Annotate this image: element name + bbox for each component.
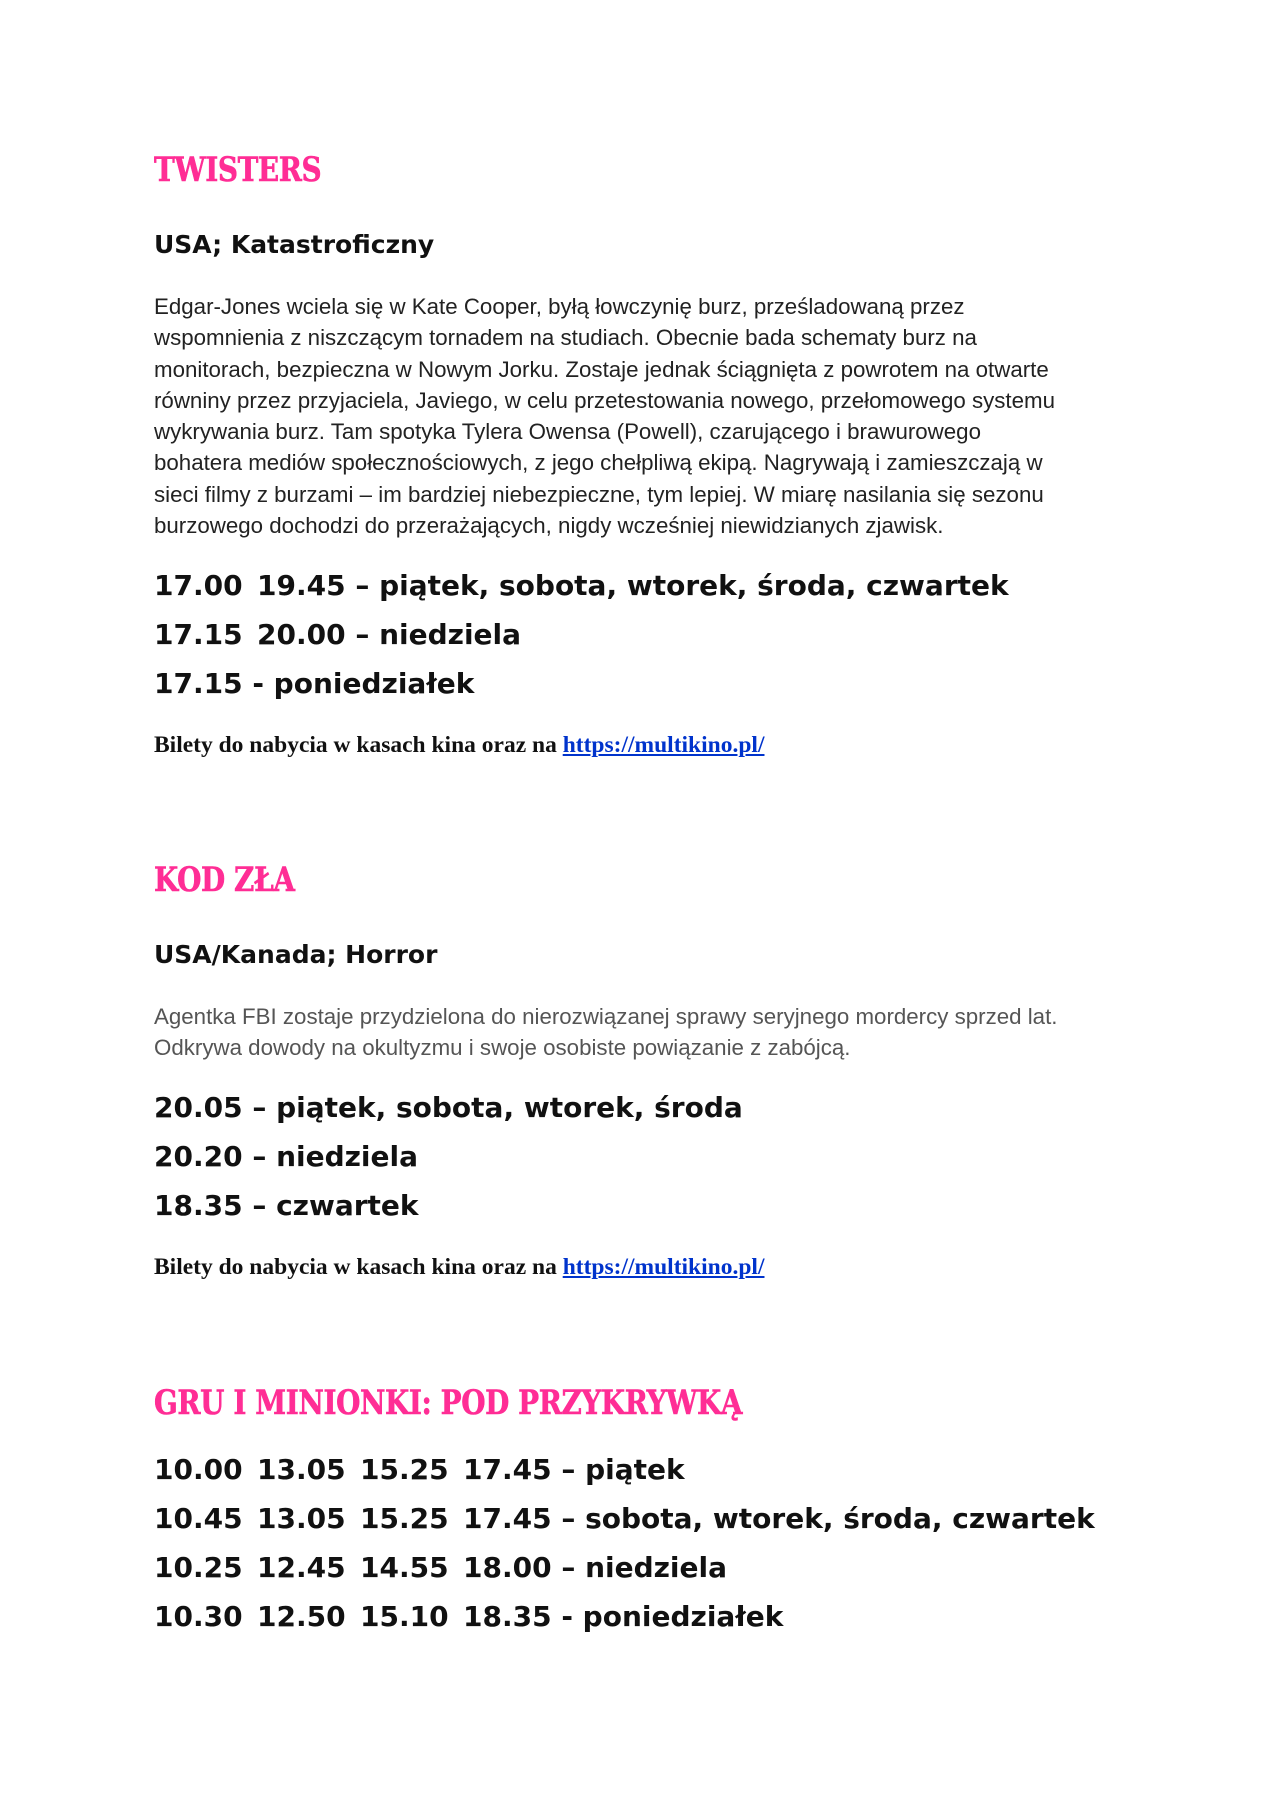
film-description xyxy=(154,291,1055,541)
description-line: monitorach, bezpieczna w Nowym Jorku. Zostaje jednak ściągnięta z powrotem na otwarte xyxy=(154,356,1049,382)
showtime: 15.10 xyxy=(360,1600,449,1633)
showtime: 14.55 xyxy=(360,1551,449,1584)
showtime: 17.15 xyxy=(154,618,243,651)
showtime: 17.00 xyxy=(154,569,243,602)
showtime: 15.25 xyxy=(360,1502,449,1535)
showtime-row xyxy=(154,1592,1095,1641)
showtime-days: – niedziela xyxy=(355,618,522,651)
showtime-row xyxy=(154,1181,743,1230)
showtime-row xyxy=(154,1494,1095,1543)
film-section-twisters xyxy=(154,150,1154,758)
showtime-days: 17.15 - poniedziałek xyxy=(154,667,475,700)
showtime-row xyxy=(154,561,1009,610)
showtime-days: 18.35 – czwartek xyxy=(154,1189,419,1222)
description-line: sieci filmy z burzami – im bardziej niebezpieczne, tym lepiej. W miarę nasilania się sezonu xyxy=(154,481,1044,507)
showtime-row xyxy=(154,610,1009,659)
film-title: TWISTERS xyxy=(154,150,322,190)
film-title: GRU I MINIONKI: POD PRZYKRYWKĄ xyxy=(154,1383,743,1423)
showtime: 15.25 xyxy=(360,1453,449,1486)
showtime: 19.45 xyxy=(257,569,346,602)
showtime-days: 18.35 - poniedziałek xyxy=(463,1600,784,1633)
description-line: burzowego dochodzi do przerażających, nigdy wcześniej niewidzianych zjawisk. xyxy=(154,513,944,539)
showtime-row xyxy=(154,1132,743,1181)
tickets-text: Bilety do nabycia w kasach kina oraz na xyxy=(154,1254,563,1280)
description-line: Edgar-Jones wciela się w Kate Cooper, byłą łowczynię burz, prześladowaną przez xyxy=(154,294,965,319)
showtime: 10.25 xyxy=(154,1551,243,1584)
showtime-days: 20.05 – piątek, sobota, wtorek, środa xyxy=(154,1091,743,1124)
showtime-row xyxy=(154,1083,743,1132)
description-line: bohatera mediów społecznościowych, z jego chełpliwą ekipą. Nagrywają i zamieszczają w xyxy=(154,450,1043,476)
tickets-note xyxy=(154,732,764,759)
showtime-days: 18.00 – niedziela xyxy=(463,1551,728,1584)
description-line: równiny przez przyjaciela, Javiego, w celu przetestowania nowego, przełomowego systemu xyxy=(154,387,1055,413)
showtime-days: 17.45 – sobota, wtorek, środa, czwartek xyxy=(463,1502,1095,1535)
description-line: Odkrywa dowody na okultyzmu i swoje osobiste powiązanie z zabójcą. xyxy=(154,1035,851,1061)
showtime-days: – piątek, sobota, wtorek, środa, czwartek xyxy=(355,569,1009,602)
showtimes-list xyxy=(154,1083,743,1230)
showtime-row xyxy=(154,1445,1095,1494)
showtime: 20.00 xyxy=(257,618,346,651)
showtimes-list xyxy=(154,1445,1095,1641)
showtime: 10.00 xyxy=(154,1453,243,1486)
description-line: wykrywania burz. Tam spotyka Tylera Owensa (Powell), czarującego i brawurowego xyxy=(154,419,981,445)
showtime: 10.30 xyxy=(154,1600,243,1633)
film-section-gru xyxy=(154,1383,1154,1633)
description-line: Agentka FBI zostaje przydzielona do nierozwiązanej sprawy seryjnego mordercy sprzed lat. xyxy=(154,1004,1058,1029)
showtime: 10.45 xyxy=(154,1502,243,1535)
showtimes-list xyxy=(154,561,1009,708)
showtime: 12.50 xyxy=(257,1600,346,1633)
showtime-days: 17.45 – piątek xyxy=(463,1453,685,1486)
tickets-link[interactable]: https://multikino.pl/ xyxy=(562,732,765,758)
showtime: 13.05 xyxy=(257,1453,346,1486)
tickets-text: Bilety do nabycia w kasach kina oraz na xyxy=(154,732,563,758)
film-genre: USA/Kanada; Horror xyxy=(154,940,438,969)
description-line: wspomnienia z niszczącym tornadem na studiach. Obecnie bada schematy burz na xyxy=(154,325,977,351)
film-genre: USA; Katastroficzny xyxy=(154,230,435,259)
showtime-days: 20.20 – niedziela xyxy=(154,1140,419,1173)
tickets-note xyxy=(154,1254,764,1281)
tickets-link[interactable]: https://multikino.pl/ xyxy=(562,1254,765,1280)
showtime: 12.45 xyxy=(257,1551,346,1584)
film-description xyxy=(154,1001,1057,1064)
film-section-kod-zla xyxy=(154,860,1154,1280)
showtime-row xyxy=(154,1543,1095,1592)
film-title: KOD ZŁA xyxy=(154,860,295,900)
showtime-row xyxy=(154,659,1009,708)
showtime: 13.05 xyxy=(257,1502,346,1535)
